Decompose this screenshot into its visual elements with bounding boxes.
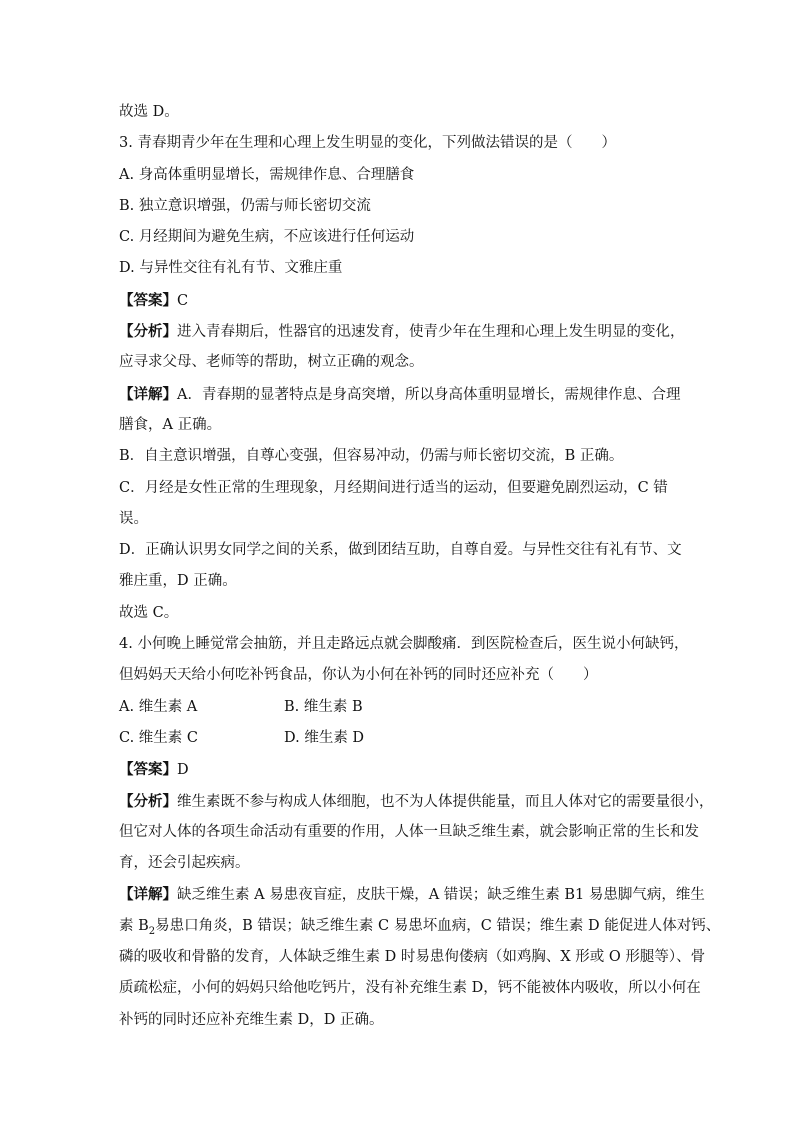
question-4-option-c: C. 维生素 C [119,729,198,746]
question-4-option-b: B. 维生素 B [284,698,363,715]
answer-text: C [177,292,189,309]
text-segment: 素 B [119,917,149,934]
answer-tag: 【答案】 [119,291,177,309]
text-line: 但它对人体的各项生命活动有重要的作用，人体一旦缺乏维生素，就会影响正常的生长和发 [119,823,699,840]
explanation-text: A．青春期的显著特点是身高突增，所以身高体重明显增长，需规律作息、合理 [177,386,681,403]
analysis-tag: 【分析】 [119,792,177,810]
text-line: 误。 [119,510,148,527]
question-3-option-a: A. 身高体重明显增长，需规律作息、合理膳食 [119,166,415,183]
text-line: 故选 C。 [119,604,179,621]
text-line: 故选 D。 [119,104,179,120]
text-line: 雅庄重，D 正确。 [119,573,237,590]
question-3-option-c: C. 月经期间为避免生病，不应该进行任何运动 [119,229,415,246]
explanation-tag: 【详解】 [119,886,177,904]
text-line: 磷的吸收和骨骼的发育，人体缺乏维生素 D 时易患佝偻病（如鸡胸、X 形或 O 形腿等）、骨 [119,949,706,966]
analysis-text: 维生素既不参与构成人体细胞，也不为人体提供能量，而且人体对它的需要量很小， [177,793,714,810]
answer-line [119,285,679,316]
text-line: 质疏松症，小何的妈妈只给他吃钙片，没有补充维生素 D，钙不能被体内吸收，所以小何在 [119,980,701,997]
question-4-option-d: D. 维生素 D [284,729,365,746]
text-segment: 易患口角炎，B 错误；缺乏维生素 C 易患坏血病，C 错误；维生素 D 能促进人体对钙、 [155,917,721,934]
text-line: 膳食，A 正确。 [119,416,222,433]
question-4-stem: 4. 小何晚上睡觉常会抽筋，并且走路远点就会脚酸痛．到医院检查后，医生说小何缺钙， [119,636,689,653]
question-3-option-d: D. 与异性交往有礼有节、文雅庄重 [119,260,343,277]
text-line: B．自主意识增强，自尊心变强，但容易冲动，仍需与师长密切交流，B 正确。 [119,448,624,465]
text-line [119,911,721,942]
question-4-options-row-1 [119,692,679,723]
question-3-stem: 3. 青春期青少年在生理和心理上发生明显的变化，下列做法错误的是（ ） [119,135,616,152]
explanation-tag: 【详解】 [119,385,177,403]
question-3-option-b: B. 独立意识增强，仍需与师长密切交流 [119,197,371,214]
text-line: C．月经是女性正常的生理现象，月经期间进行适当的运动，但要避免剧烈运动，C 错 [119,479,668,496]
text-line: 育，还会引起疾病。 [119,855,250,872]
question-4-options-row-2 [119,723,679,754]
answer-tag: 【答案】 [119,761,177,779]
explanation-text: 缺乏维生素 A 易患夜盲症，皮肤干燥，A 错误；缺乏维生素 B1 易患脚气病，维生 [177,887,705,904]
page-content [119,97,721,1036]
question-4-option-a: A. 维生素 A [119,698,198,715]
analysis-line [119,316,685,347]
analysis-text: 进入青春期后，性器官的迅速发育，使青少年在生理和心理上发生明显的变化， [177,324,685,341]
explanation-line [119,879,705,910]
question-4-stem-cont: 但妈妈天天给小何吃补钙食品，你认为小何在补钙的同时还应补充（ ） [119,667,598,684]
answer-line [119,754,679,785]
subscript: 2 [148,925,156,937]
analysis-tag: 【分析】 [119,323,177,341]
text-line: 应寻求父母、老师等的帮助，树立正确的观念。 [119,354,424,371]
analysis-line [119,786,714,817]
explanation-line [119,379,679,410]
text-line: D．正确认识男女同学之间的关系，做到团结互助，自尊自爱。与异性交往有礼有节、文 [119,542,682,559]
answer-text: D [177,762,189,779]
text-line: 补钙的同时还应补充维生素 D，D 正确。 [119,1011,384,1028]
